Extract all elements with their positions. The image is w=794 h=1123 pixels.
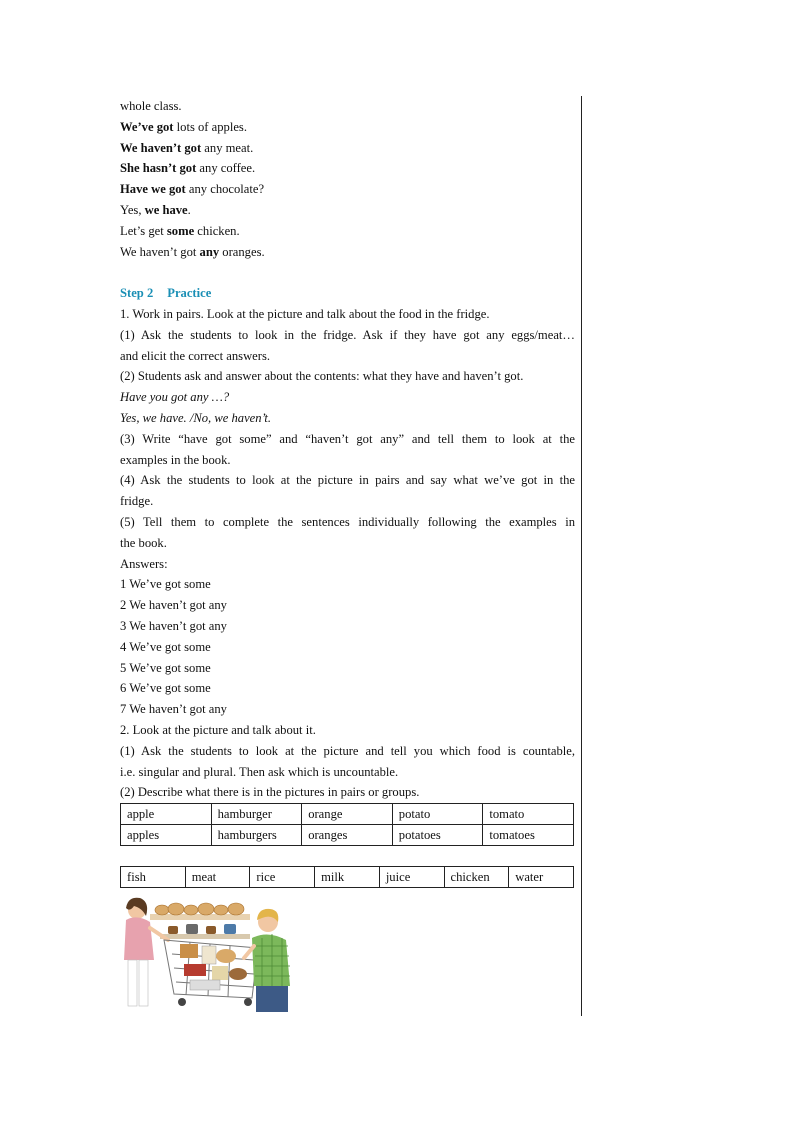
table-cell: hamburgers — [211, 825, 302, 846]
table-cell: chicken — [444, 867, 509, 888]
table-row — [121, 825, 574, 846]
table-cell: oranges — [302, 825, 393, 846]
page-right-rule — [581, 96, 582, 1016]
instruction: (2) Students ask and answer about the contents: what they have and haven’t got. — [120, 369, 524, 384]
instruction: (4) Ask the students to look at the picture in pairs and say what we’ve got in the — [120, 473, 575, 488]
shopping-couple-illustration — [120, 894, 296, 1012]
example-sentence: We’ve got lots of apples. — [120, 119, 247, 134]
table-cell: fish — [121, 867, 186, 888]
instruction: (5) Tell them to complete the sentences individually following the examples in — [120, 514, 575, 529]
answer-line: 1 We’ve got some — [120, 577, 211, 592]
answer-line: 2 We haven’t got any — [120, 598, 227, 613]
instruction: and elicit the correct answers. — [120, 348, 271, 363]
intro-line: whole class. — [120, 99, 182, 113]
instruction: i.e. singular and plural. Then ask which is uncountable. — [120, 764, 399, 779]
table-cell: milk — [315, 867, 380, 888]
table-cell: apples — [121, 825, 212, 846]
table-cell: tomato — [483, 804, 574, 825]
instruction: (1) Ask the students to look at the picture and tell you which food is countable, — [120, 743, 575, 758]
example-sentence: She hasn’t got any coffee. — [120, 161, 256, 176]
example-sentence: We haven’t got any meat. — [120, 140, 254, 155]
answer-line: 3 We haven’t got any — [120, 618, 227, 633]
model-answer: Yes, we have. /No, we haven’t. — [120, 410, 271, 425]
table-cell: water — [509, 867, 574, 888]
instruction: 2. Look at the picture and talk about it. — [120, 722, 316, 737]
table-cell: juice — [379, 867, 444, 888]
instruction: 1. Work in pairs. Look at the picture and talk about the food in the fridge. — [120, 306, 490, 321]
example-sentence: We haven’t got any oranges. — [120, 244, 265, 259]
answer-line: 7 We haven’t got any — [120, 702, 227, 717]
table-cell: orange — [302, 804, 393, 825]
table-row — [121, 804, 574, 825]
model-question: Have you got any …? — [120, 390, 230, 405]
answer-line: 4 We’ve got some — [120, 639, 211, 654]
table-cell: potato — [392, 804, 483, 825]
answer-line: 6 We’ve got some — [120, 681, 211, 696]
example-sentence: Let’s get some chicken. — [120, 223, 240, 238]
uncountable-nouns-table — [120, 866, 574, 888]
answers-label: Answers: — [120, 556, 168, 571]
table-cell: potatoes — [392, 825, 483, 846]
table-row — [121, 867, 574, 888]
table-cell: tomatoes — [483, 825, 574, 846]
table-cell: meat — [185, 867, 250, 888]
instruction: the book. — [120, 535, 167, 550]
lesson-content — [120, 96, 575, 1016]
table-cell: rice — [250, 867, 315, 888]
example-sentence: Yes, we have. — [120, 202, 191, 217]
instruction: examples in the book. — [120, 452, 231, 467]
table-cell: hamburger — [211, 804, 302, 825]
instruction: (2) Describe what there is in the pictures in pairs or groups. — [120, 785, 420, 800]
instruction: fridge. — [120, 494, 154, 509]
instruction: (1) Ask the students to look in the fridge. Ask if they have got any eggs/meat… — [120, 327, 575, 342]
step-heading: Step 2 Practice — [120, 286, 212, 301]
answer-line: 5 We’ve got some — [120, 660, 211, 675]
instruction: (3) Write “have got some” and “haven’t got any” and tell them to look at the — [120, 431, 575, 446]
countable-nouns-table — [120, 803, 574, 846]
example-sentence: Have we got any chocolate? — [120, 182, 265, 197]
table-cell: apple — [121, 804, 212, 825]
